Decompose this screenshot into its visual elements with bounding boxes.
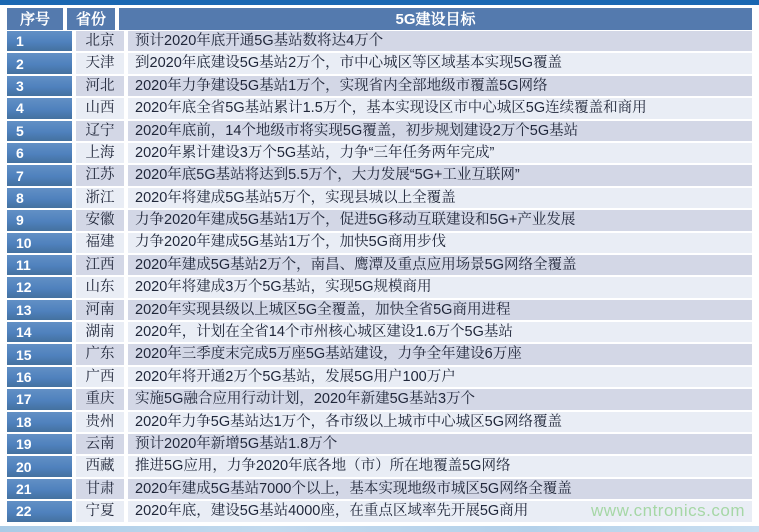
row-index-cell: 22 (7, 501, 72, 521)
row-province-cell: 重庆 (76, 389, 124, 409)
row-province-cell: 云南 (76, 434, 124, 454)
table-row (7, 143, 752, 163)
row-target-cell: 2020年三季度末完成5万座5G基站建设，力争全年建设6万座 (128, 344, 752, 364)
table-row (7, 479, 752, 499)
table-row (7, 165, 752, 185)
row-target-cell: 2020年底前，14个地级市将实现5G覆盖，初步规划建设2万个5G基站 (128, 121, 752, 141)
table-row (7, 300, 752, 320)
table-row (7, 344, 752, 364)
row-province-cell: 湖南 (76, 322, 124, 342)
table-header-row (7, 8, 752, 30)
row-index-cell: 3 (7, 76, 72, 96)
bottom-accent-strip (0, 526, 759, 532)
table-row (7, 389, 752, 409)
row-index-cell: 21 (7, 479, 72, 499)
row-index-cell: 9 (7, 210, 72, 230)
row-index-cell: 18 (7, 412, 72, 432)
row-index-cell: 10 (7, 233, 72, 253)
table-row (7, 322, 752, 342)
row-target-cell: 2020年将建成5G基站5万个，实现县城以上全覆盖 (128, 188, 752, 208)
table-row (7, 456, 752, 476)
row-target-cell: 预计2020年底开通5G基站数将达4万个 (128, 31, 752, 51)
table-row (7, 277, 752, 297)
table-row (7, 233, 752, 253)
row-target-cell: 2020年建成5G基站2万个，南昌、鹰潭及重点应用场景5G网络全覆盖 (128, 255, 752, 275)
row-province-cell: 贵州 (76, 412, 124, 432)
column-header-target: 5G建设目标 (119, 8, 752, 30)
row-index-cell: 6 (7, 143, 72, 163)
table-row (7, 367, 752, 387)
row-province-cell: 安徽 (76, 210, 124, 230)
row-target-cell: 2020年将开通2万个5G基站，发展5G用户100万户 (128, 367, 752, 387)
row-province-cell: 宁夏 (76, 501, 124, 521)
row-index-cell: 20 (7, 456, 72, 476)
row-index-cell: 2 (7, 53, 72, 73)
row-target-cell: 2020年累计建设3万个5G基站，力争“三年任务两年完成” (128, 143, 752, 163)
row-index-cell: 13 (7, 300, 72, 320)
table-row (7, 76, 752, 96)
row-province-cell: 福建 (76, 233, 124, 253)
row-province-cell: 甘肃 (76, 479, 124, 499)
column-header-province: 省份 (67, 8, 115, 30)
table-row (7, 210, 752, 230)
row-index-cell: 16 (7, 367, 72, 387)
row-target-cell: 2020年底，建设5G基站4000座，在重点区域率先开展5G商用 (128, 501, 752, 521)
row-province-cell: 上海 (76, 143, 124, 163)
row-province-cell: 河南 (76, 300, 124, 320)
column-header-index: 序号 (7, 8, 63, 30)
row-target-cell: 2020年将建成3万个5G基站，实现5G规模商用 (128, 277, 752, 297)
row-index-cell: 15 (7, 344, 72, 364)
row-province-cell: 河北 (76, 76, 124, 96)
row-target-cell: 2020年底全省5G基站累计1.5万个，基本实现设区市中心城区5G连续覆盖和商用 (128, 98, 752, 118)
table-row (7, 31, 752, 51)
row-province-cell: 西藏 (76, 456, 124, 476)
table-body (7, 31, 752, 522)
row-target-cell: 2020年底5G基站将达到5.5万个，大力发展“5G+工业互联网” (128, 165, 752, 185)
row-target-cell: 2020年，计划在全省14个市州核心城区建设1.6万个5G基站 (128, 322, 752, 342)
row-province-cell: 北京 (76, 31, 124, 51)
row-province-cell: 广西 (76, 367, 124, 387)
table-row (7, 255, 752, 275)
row-province-cell: 辽宁 (76, 121, 124, 141)
row-target-cell: 2020年力争建设5G基站1万个，实现省内全部地级市覆盖5G网络 (128, 76, 752, 96)
row-province-cell: 广东 (76, 344, 124, 364)
row-index-cell: 5 (7, 121, 72, 141)
row-index-cell: 1 (7, 31, 72, 51)
row-province-cell: 天津 (76, 53, 124, 73)
row-index-cell: 17 (7, 389, 72, 409)
row-index-cell: 14 (7, 322, 72, 342)
table-row (7, 434, 752, 454)
table-row (7, 412, 752, 432)
table-row (7, 98, 752, 118)
row-target-cell: 推进5G应用，力争2020年底各地（市）所在地覆盖5G网络 (128, 456, 752, 476)
table-row (7, 53, 752, 73)
row-target-cell: 2020年力争5G基站达1万个，各市级以上城市中心城区5G网络覆盖 (128, 412, 752, 432)
top-accent-bar (0, 0, 759, 5)
row-province-cell: 江苏 (76, 165, 124, 185)
row-province-cell: 江西 (76, 255, 124, 275)
row-target-cell: 预计2020年新增5G基站1.8万个 (128, 434, 752, 454)
row-province-cell: 山东 (76, 277, 124, 297)
row-target-cell: 2020年建成5G基站7000个以上，基本实现地级市城区5G网络全覆盖 (128, 479, 752, 499)
row-target-cell: 2020年实现县级以上城区5G全覆盖，加快全省5G商用进程 (128, 300, 752, 320)
table-row (7, 121, 752, 141)
row-index-cell: 12 (7, 277, 72, 297)
row-index-cell: 7 (7, 165, 72, 185)
row-index-cell: 19 (7, 434, 72, 454)
row-province-cell: 山西 (76, 98, 124, 118)
row-target-cell: 到2020年底建设5G基站2万个，市中心城区等区域基本实现5G覆盖 (128, 53, 752, 73)
row-index-cell: 4 (7, 98, 72, 118)
row-target-cell: 力争2020年建成5G基站1万个，促进5G移动互联建设和5G+产业发展 (128, 210, 752, 230)
table-row (7, 188, 752, 208)
watermark: www.cntronics.com (591, 501, 745, 520)
row-target-cell: 力争2020年建成5G基站1万个，加快5G商用步伐 (128, 233, 752, 253)
row-index-cell: 11 (7, 255, 72, 275)
row-province-cell: 浙江 (76, 188, 124, 208)
5g-targets-table (7, 8, 752, 524)
row-target-cell: 实施5G融合应用行动计划，2020年新建5G基站3万个 (128, 389, 752, 409)
row-index-cell: 8 (7, 188, 72, 208)
